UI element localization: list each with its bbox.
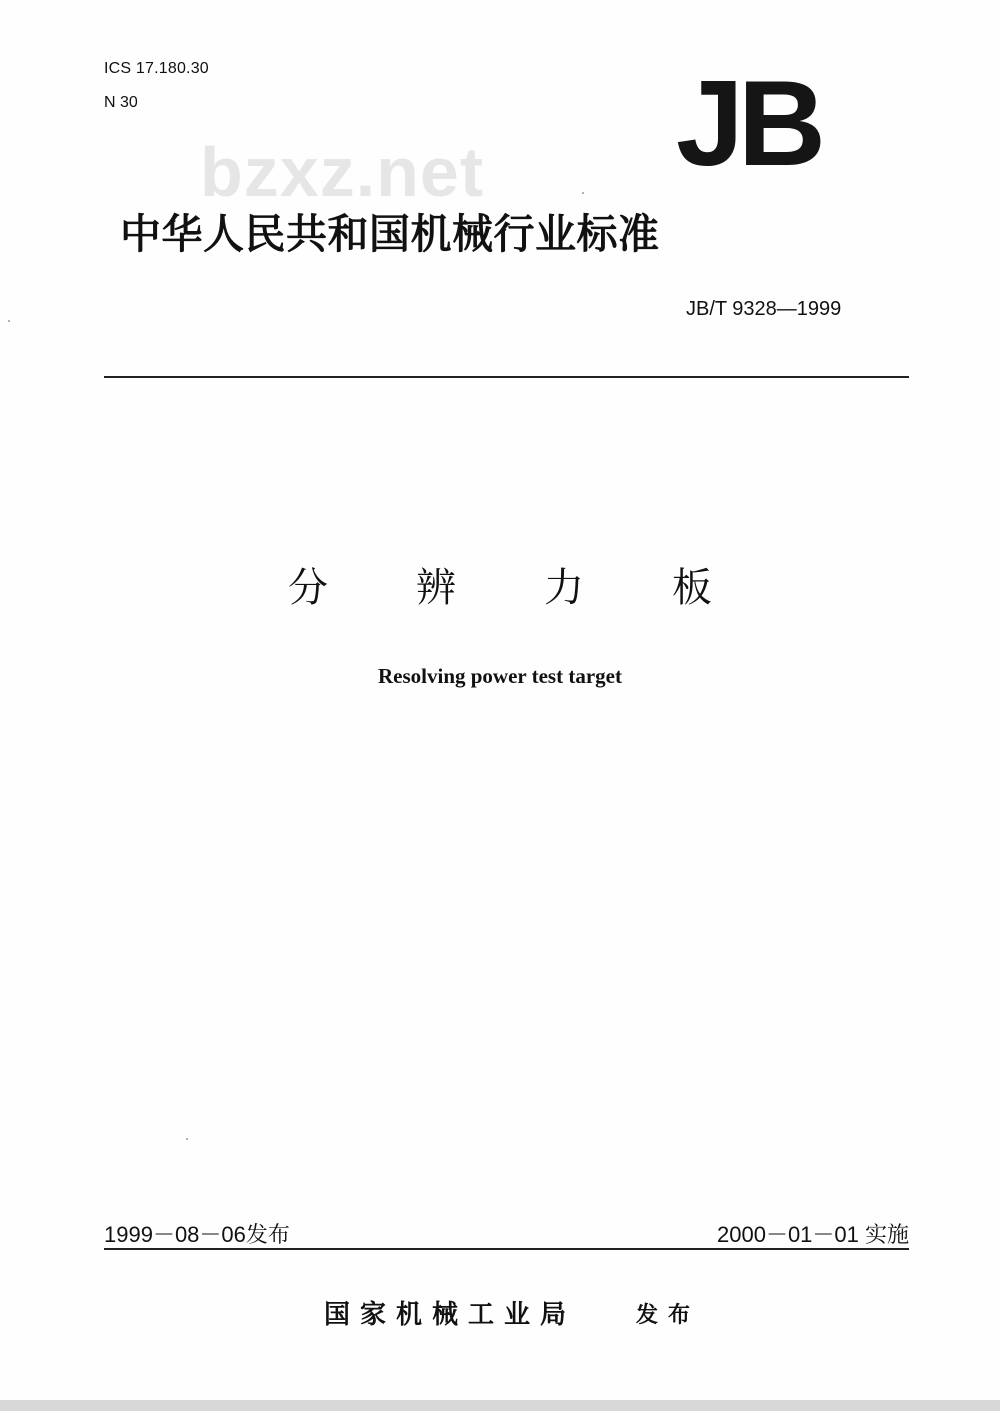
issue-date: 1999－08－06发布 (104, 1222, 290, 1247)
top-divider (104, 376, 909, 378)
bottom-divider (104, 1248, 909, 1250)
scan-speck (8, 320, 10, 322)
scan-speck (186, 1138, 188, 1140)
ics-code: ICS 17.180.30 (104, 60, 209, 77)
publisher-suffix: 发布 (636, 1303, 701, 1328)
standard-number: JB/T 9328—1999 (686, 298, 842, 320)
publisher-name: 国家机械工业局 (324, 1300, 577, 1330)
document-title-english: Resolving power test target (378, 664, 622, 688)
jb-logo: JB (676, 55, 820, 191)
watermark-text: bzxz.net (200, 133, 485, 211)
organization-title: 中华人民共和国机械行业标准 (120, 210, 660, 258)
ccs-code: N 30 (104, 94, 138, 111)
scan-bottom-edge (0, 1400, 1000, 1411)
effective-date: 2000－01－01 实施 (717, 1222, 909, 1247)
scan-speck (582, 192, 584, 194)
document-title-chinese: 分辨力板 (288, 565, 800, 611)
